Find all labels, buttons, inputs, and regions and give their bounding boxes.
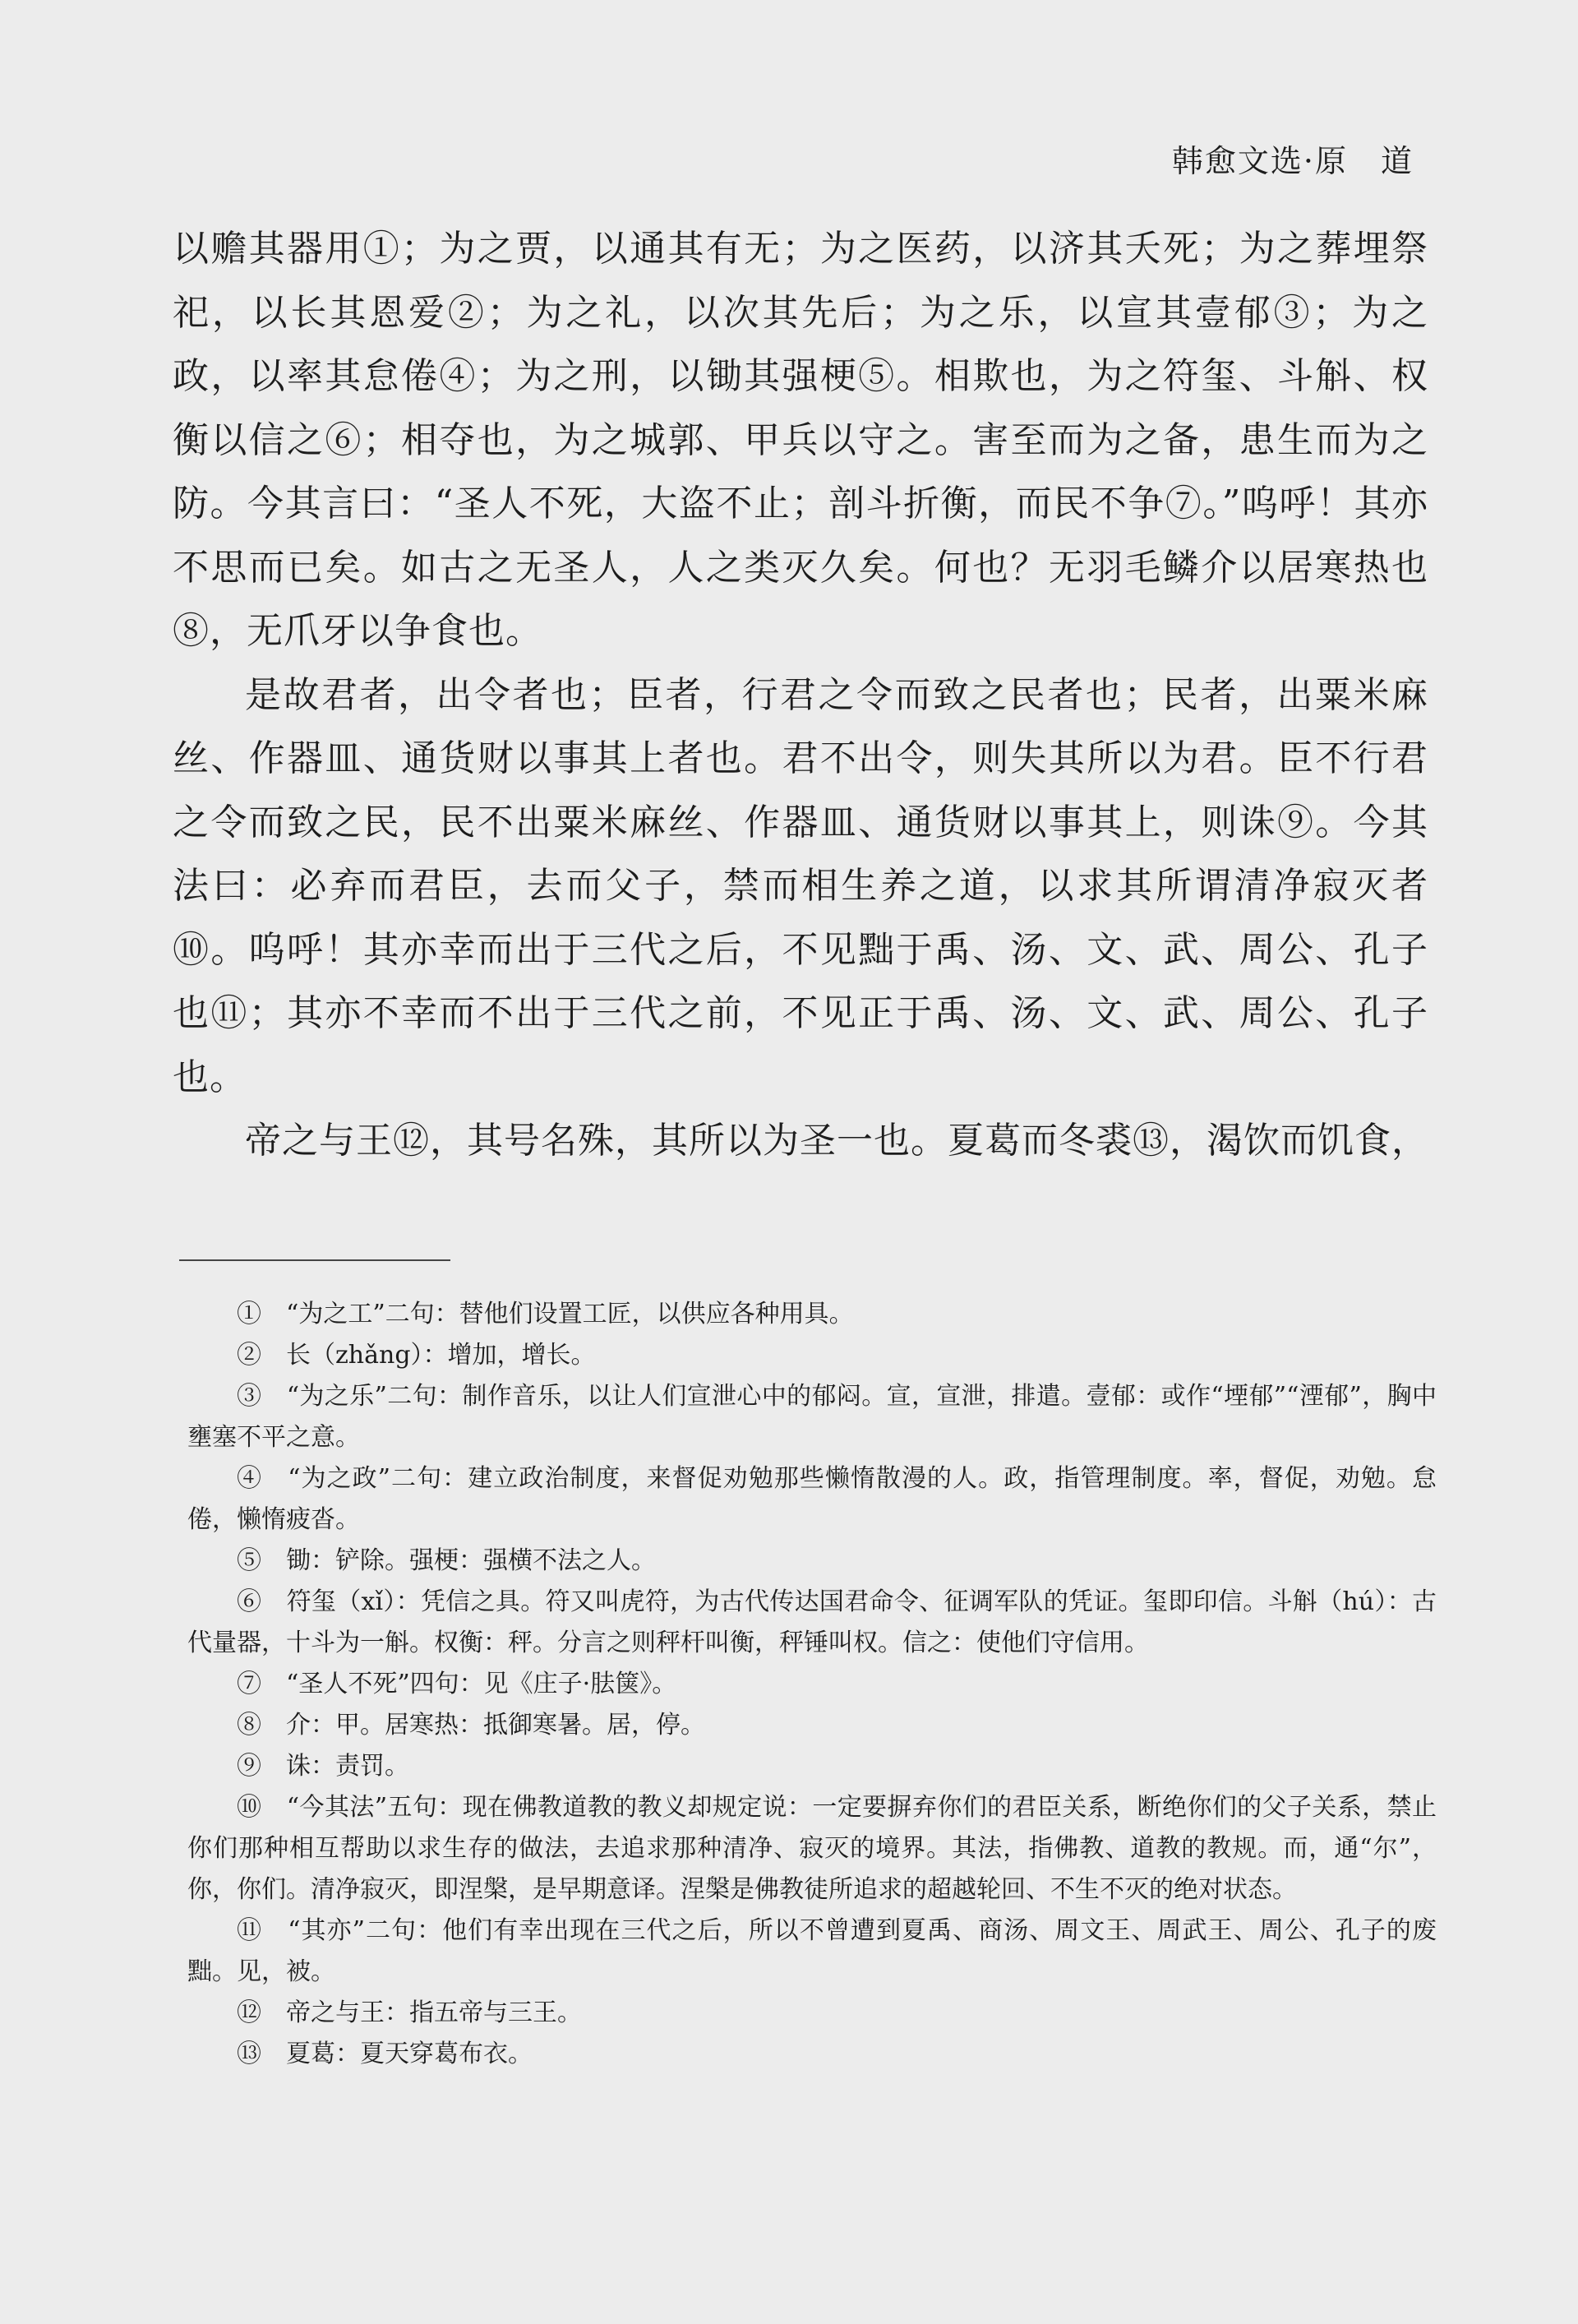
paragraph-2: 是故君者，出令者也；臣者，行君之令而致之民者也；民者，出粟米麻丝、作器皿、通货财以事其上者也。君不出令，则失其所以为君。臣不行君之令而致之民，民不出粟米麻丝、作器皿、通货财以事其上，则诛⑨。今其法曰：必弃而君臣，去而父子，禁而相生养之道，以求其所谓清净寂灭者⑩。呜呼！其亦幸而出于三代之后，不见黜于禹、汤、文、武、周公、孔子也⑪；其亦不幸而不出于三代之前，不见正于禹、汤、文、武、周公、孔子也。 bbox=[173, 673, 1428, 1098]
footnote-12: ⑫ 帝之与王：指五帝与三王。 bbox=[237, 1998, 582, 2027]
main-text bbox=[173, 217, 1428, 1173]
footnote-6: ⑥ 符玺（xǐ）：凭信之具。符又叫虎符，为古代传达国君命令、征调军队的凭证。玺即印信。斗斛（hú）：古代量器，十斗为一斛。权衡：秤。分言之则秤杆叫衡，秤锤叫权。信之：使他们守信用。 bbox=[187, 1587, 1437, 1657]
footnote-7: ⑦ “圣人不死”四句：见《庄子·胠箧》。 bbox=[237, 1670, 677, 1698]
footnote-11: ⑪ “其亦”二句：他们有幸出现在三代之后，所以不曾遭到夏禹、商汤、周文王、周武王、周公、孔子的废黜。见，被。 bbox=[187, 1916, 1437, 1986]
footnote-3: ③ “为之乐”二句：制作音乐，以让人们宣泄心中的郁闷。宣，宣泄，排遣。壹郁：或作“堙郁”“湮郁”，胸中壅塞不平之意。 bbox=[187, 1382, 1437, 1452]
paragraph-3: 帝之与王⑫，其号名殊，其所以为圣一也。夏葛而冬裘⑬，渴饮而饥食， bbox=[245, 1120, 1428, 1162]
footnote-divider bbox=[179, 1259, 450, 1261]
running-head: 韩愈文选·原 道 bbox=[1171, 143, 1414, 179]
footnotes bbox=[187, 1294, 1437, 2075]
footnote-9: ⑨ 诛：责罚。 bbox=[237, 1752, 409, 1781]
footnote-5: ⑤ 锄：铲除。强梗：强横不法之人。 bbox=[237, 1546, 656, 1575]
footnote-1: ① “为之工”二句：替他们设置工匠，以供应各种用具。 bbox=[237, 1300, 854, 1328]
footnote-8: ⑧ 介：甲。居寒热：抵御寒暑。居，停。 bbox=[237, 1711, 705, 1740]
footnote-4: ④ “为之政”二句：建立政治制度，来督促劝勉那些懒惰散漫的人。政，指管理制度。率，督促，劝勉。怠倦，懒惰疲沓。 bbox=[187, 1464, 1437, 1534]
footnote-2: ② 长（zhǎng）：增加，增长。 bbox=[237, 1341, 596, 1370]
paragraph-1: 以赡其器用①；为之贾，以通其有无；为之医药，以济其夭死；为之葬埋祭祀，以长其恩爱②；为之礼，以次其先后；为之乐，以宣其壹郁③；为之政，以率其怠倦④；为之刑，以锄其强梗⑤。相欺也，为之符玺、斗斛、权衡以信之⑥；相夺也，为之城郭、甲兵以守之。害至而为之备，患生而为之防。今其言曰：“圣人不死，大盗不止；剖斗折衡，而民不争⑦。”呜呼！其亦不思而已矣。如古之无圣人，人之类灭久矣。何也？无羽毛鳞介以居寒热也⑧，无爪牙以争食也。 bbox=[173, 228, 1428, 652]
footnote-10: ⑩ “今其法”五句：现在佛教道教的教义却规定说：一定要摒弃你们的君臣关系，断绝你们的父子关系，禁止你们那种相互帮助以求生存的做法，去追求那种清净、寂灭的境界。其法，指佛教、道教的教规。而，通“尔”，你，你们。清净寂灭，即涅槃，是早期意译。涅槃是佛教徒所追求的超越轮回、不生不灭的绝对状态。 bbox=[187, 1793, 1437, 1904]
footnote-13: ⑬ 夏葛：夏天穿葛布衣。 bbox=[237, 2040, 533, 2068]
